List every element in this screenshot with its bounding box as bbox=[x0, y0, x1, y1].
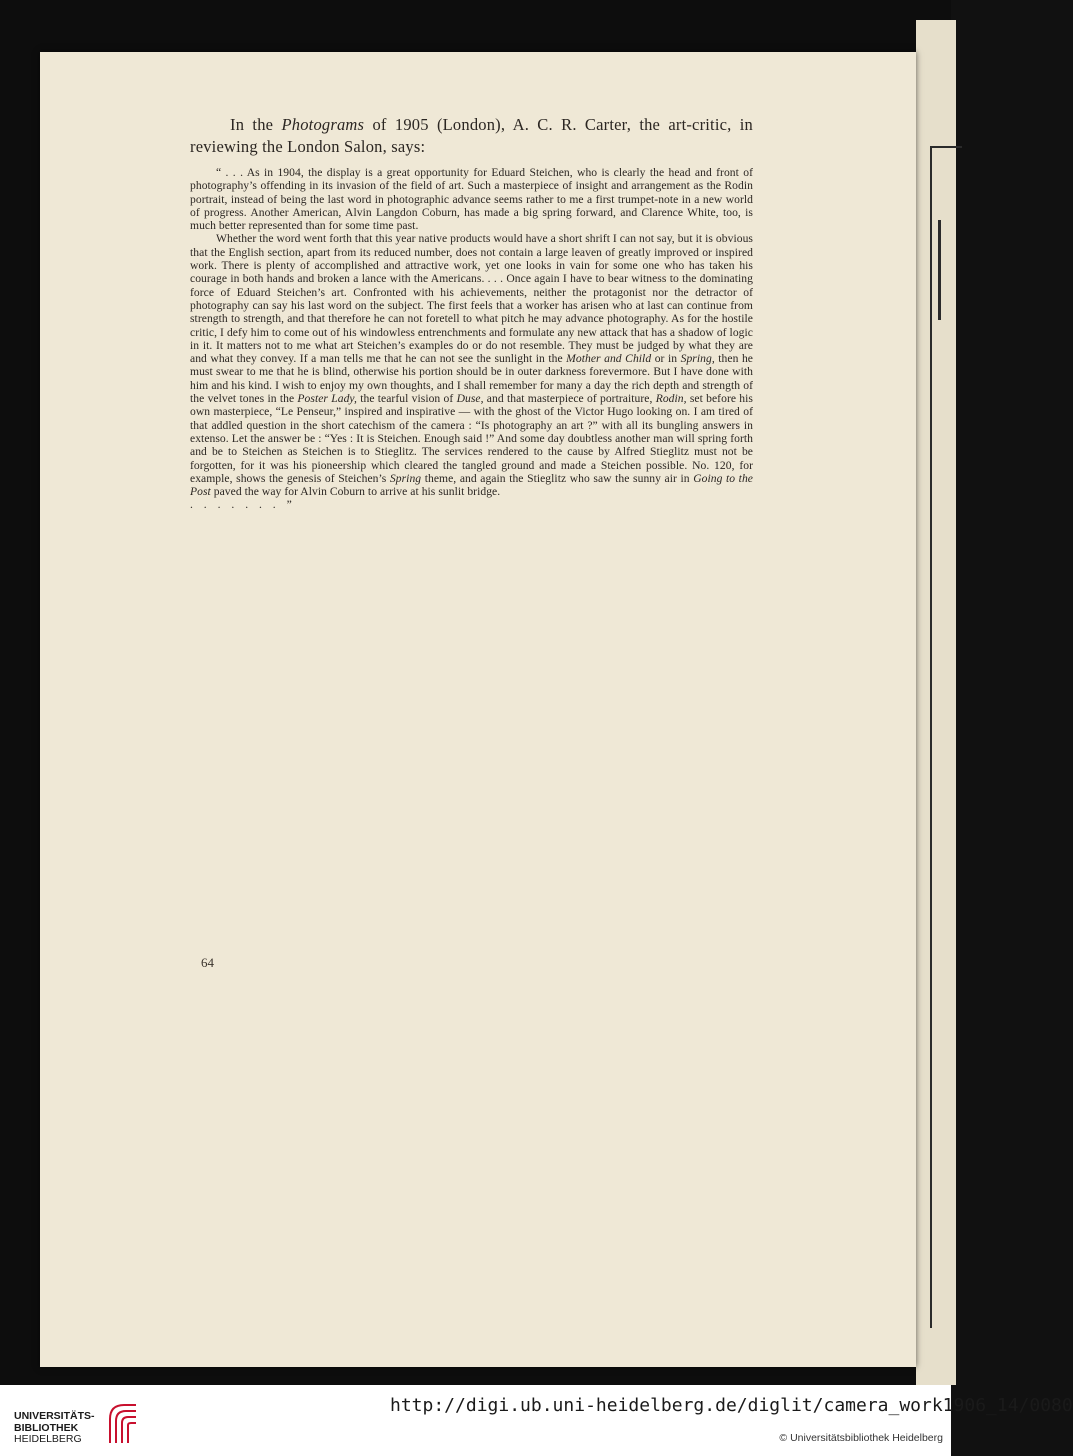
quotation bbox=[190, 166, 753, 512]
title-spring-theme: Spring bbox=[389, 471, 422, 485]
quote-paragraph-2 bbox=[190, 232, 753, 498]
intro-title-photograms: Photograms bbox=[281, 115, 365, 134]
facing-page-letter-edge bbox=[938, 220, 971, 320]
quote-text: set before his own masterpiece, “Le Penseur,” inspired and inspirative — with the ghost of the Victor Hugo looking on. I am tired of that addled question in the short catechism of the camera : “Is photography an art ?” with all its bungling answers in extenso. Let the answer be : “Yes : It is Steichen. Enough said !” And some day doubtless another man will spring forth and be to Steichen as Steichen is to Stieglitz. The services rendered to the cause by Alfred Stieglitz must not be forgotten, for it was his pioneership which cleared the tangled ground and made a Steichen possible. No. 120, for example, shows the genesis of Steichen’s bbox=[190, 392, 753, 485]
quote-text: theme, and again the Stieglitz who saw the sunny air in bbox=[421, 471, 694, 485]
title-spring: Spring, bbox=[680, 352, 715, 366]
quote-text: then he must swear to me that he is blind, otherwise his portion should be in outer darkness forevermore. But I have done with him and his kind. I wish to enjoy my own thoughts, and I shall remember for many a day the rich depth and strength of the velvet tones in the bbox=[190, 352, 753, 406]
intro-paragraph bbox=[190, 114, 753, 158]
logo-line-3: HEIDELBERG bbox=[14, 1433, 82, 1445]
library-logo-mark-icon bbox=[104, 1399, 140, 1447]
copyright-notice: © Universitätsbibliothek Heidelberg bbox=[779, 1432, 943, 1444]
library-logo[interactable] bbox=[8, 1393, 138, 1449]
title-duse: Duse, bbox=[456, 392, 484, 406]
quote-text: Whether the word went forth that this year native products would have a short shrift I can not say, but it is obvious that the English section, apart from its reduced number, does not contain a large leaven of greatly improved or inspired work. There is plenty of accomplished and attractive work, yet one looks in vain for some one who has taken his courage in both hands and broken a lance with the Americans. . . . Once again I have to bear witness to the dominating force of Eduard Steichen’s art. Confronted with his achievements, neither the protagonist nor the detractor of photography can say his last word on the subject. The first feels that a worker has arisen who at last can continue from strength to strength, and that therefore he can not foretell to what pitch he may advance photography. As for the hostile critic, I defy him to come out of his windowless entrenchments and formulate any new attack that has a shadow of logic in it. It matters not to me what art Steichen’s examples do or do not resemble. They must be judged by what they are and what they convey. If a man tells me that he can not see the sunlight in the bbox=[190, 232, 753, 366]
logo-text bbox=[14, 1411, 95, 1446]
title-mother-and-child: Mother and Child bbox=[566, 352, 652, 366]
quote-text: the tearful vision of bbox=[356, 392, 457, 406]
intro-text: of 1905 (London), A. C. R. Carter, the art-critic, in reviewing the London Salon, says: bbox=[190, 115, 753, 156]
quote-text: paved the way for Alvin Coburn to arrive at his sunlit bridge. bbox=[210, 485, 501, 499]
intro-text: In the bbox=[230, 115, 282, 134]
footer-bar bbox=[0, 1385, 1073, 1456]
page-number: 64 bbox=[201, 955, 214, 970]
page-text bbox=[190, 114, 753, 512]
facing-page-edge bbox=[916, 20, 956, 1385]
quote-closing: . . . . . . . ” bbox=[190, 498, 296, 512]
quote-text: and that masterpiece of portraiture, bbox=[483, 392, 656, 406]
quote-paragraph-1: “ . . . As in 1904, the display is a great opportunity for Eduard Steichen, who is clearly the head and front of photography’s offending in its invasion of the field of art. Such a masterpiece of insight and arrangement as the Rodin portrait, instead of being the last word in photographic advance seems rather to me a first trumpet-note in a new world of progress. Another American, Alvin Langdon Coburn, has made a big spring forward, and Clarence White, too, is much better represented than for some time past. bbox=[190, 166, 753, 233]
title-going-to-the-post: Going to the Post bbox=[190, 471, 753, 499]
quote-text: or in bbox=[651, 352, 681, 366]
title-rodin: Rodin, bbox=[655, 392, 687, 406]
logo-line-1: UNIVERSITÄTS- bbox=[14, 1410, 95, 1422]
logo-line-2: BIBLIOTHEK bbox=[14, 1421, 79, 1434]
permalink-url[interactable]: http://digi.ub.uni-heidelberg.de/diglit/camera_work1906_14/0080 bbox=[390, 1395, 1073, 1416]
title-poster-lady: Poster Lady, bbox=[297, 392, 357, 406]
facing-page-frame bbox=[930, 146, 962, 1328]
